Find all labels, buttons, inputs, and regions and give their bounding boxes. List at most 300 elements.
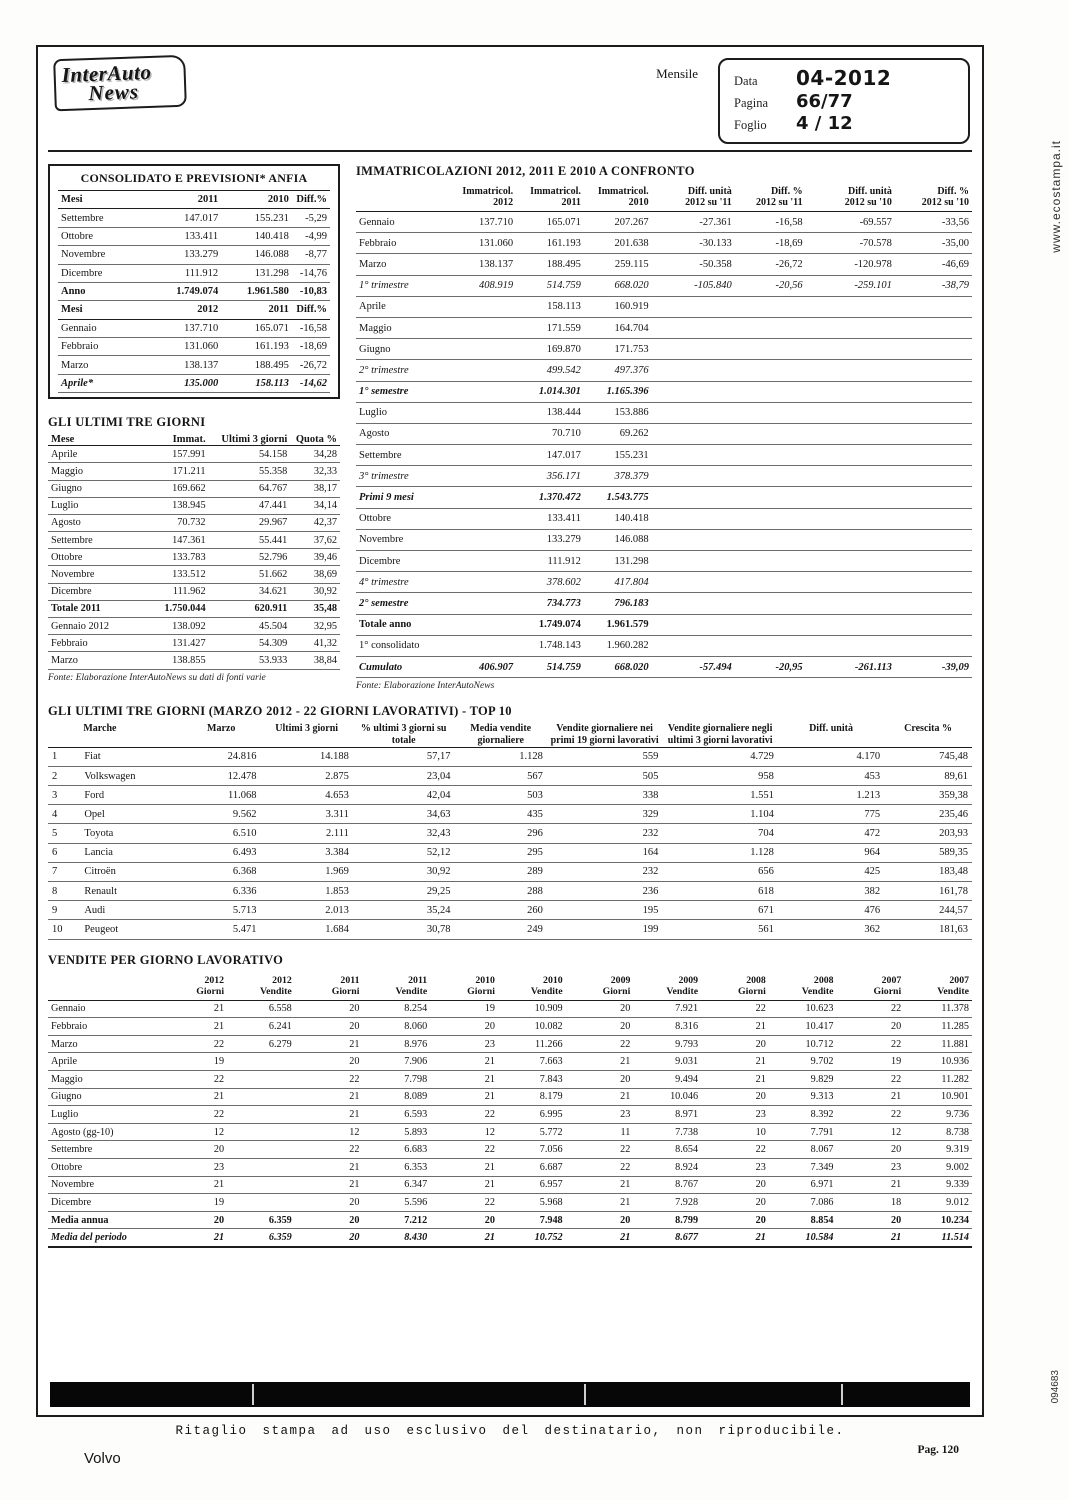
table-cell: 9.562 [182, 805, 261, 824]
table-cell: 24.816 [182, 747, 261, 766]
table-cell: 35,24 [353, 901, 455, 920]
table-cell: 7.843 [498, 1070, 566, 1088]
table-cell: -8,77 [292, 246, 330, 264]
column-header [48, 972, 159, 986]
table-cell: 9.002 [904, 1158, 972, 1176]
table-cell: Fiat [80, 747, 182, 766]
table-row [356, 635, 972, 656]
table-row [48, 1176, 972, 1194]
table-cell: 2.875 [260, 766, 352, 785]
table-cell [895, 317, 972, 338]
table-cell: 20 [295, 1194, 363, 1212]
table-cell [895, 423, 972, 444]
table-cell: 356.171 [516, 466, 584, 487]
table-row [48, 532, 340, 549]
table-cell [895, 445, 972, 466]
table-cell [227, 1194, 295, 1212]
table-cell [895, 551, 972, 572]
table-row [356, 275, 972, 296]
table-cell: 567 [455, 766, 547, 785]
column-header: Mese [48, 434, 139, 446]
table-cell: Agosto [356, 423, 448, 444]
table-cell [895, 593, 972, 614]
table-cell: 21 [566, 1229, 634, 1247]
table-cell [806, 381, 895, 402]
table-cell: 6.368 [182, 862, 261, 881]
table-cell: 425 [778, 862, 884, 881]
table-cell [806, 402, 895, 423]
table-cell: 4 [48, 805, 80, 824]
table-row [48, 1123, 972, 1141]
table-cell: Ottobre [58, 227, 148, 245]
table-cell: 20 [837, 1141, 905, 1159]
table-cell [652, 508, 735, 529]
table-cell: 8.089 [362, 1088, 430, 1106]
table-cell [448, 381, 516, 402]
table-cell [448, 572, 516, 593]
table-cell [895, 529, 972, 550]
table-cell: 21 [159, 1000, 227, 1018]
table-row [48, 1000, 972, 1018]
table-row [356, 296, 972, 317]
column-header: Giorni [701, 986, 769, 1001]
table-row [356, 317, 972, 338]
column-header: Vendite [904, 986, 972, 1001]
table-cell: 6.957 [498, 1176, 566, 1194]
table-cell: 8.799 [633, 1211, 701, 1229]
table-cell: 249 [455, 920, 547, 939]
table-row [48, 882, 972, 901]
table-cell [895, 466, 972, 487]
table-cell: Dicembre [48, 583, 139, 600]
table-cell [652, 466, 735, 487]
column-header: Vendite giornaliere nei primi 19 giorni lavorativi [547, 723, 663, 747]
table-row [48, 747, 972, 766]
table-cell [652, 317, 735, 338]
redaction-bar [50, 1382, 970, 1407]
column-header: Ultimi 3 giorni [209, 434, 291, 446]
table-cell: 20 [701, 1176, 769, 1194]
table-header-row [48, 434, 340, 446]
table-cell: 23 [701, 1158, 769, 1176]
table-row [356, 529, 972, 550]
table-cell: 1.213 [778, 786, 884, 805]
ultimi-tre-fonte: Fonte: Elaborazione InterAutoNews su dati di fonti varie [48, 672, 266, 683]
table-cell: 20 [566, 1000, 634, 1018]
table-cell: 52,12 [353, 843, 455, 862]
table-cell: 21 [295, 1088, 363, 1106]
table-cell: 32,43 [353, 824, 455, 843]
table-cell: 2.111 [260, 824, 352, 843]
table-cell: 30,92 [353, 862, 455, 881]
table-cell: 133.783 [139, 549, 209, 566]
table-row [356, 254, 972, 275]
table-cell: 133.411 [148, 227, 221, 245]
column-header: Immatricol. [530, 186, 581, 197]
table-cell: Anno [58, 282, 148, 300]
table-cell: Dicembre [58, 264, 148, 282]
table-cell: Diff.% [292, 191, 330, 209]
scan-artifact [841, 1384, 843, 1405]
table-header-row [48, 723, 972, 747]
table-cell: 54.158 [209, 446, 291, 463]
table-cell: 19 [159, 1053, 227, 1071]
column-header: 2007 [949, 974, 969, 986]
table-cell: 165.071 [516, 212, 584, 233]
table-cell: 7 [48, 862, 80, 881]
table-cell: 589,35 [884, 843, 972, 862]
meta-row-foglio [734, 113, 954, 134]
table-cell: -18,69 [292, 338, 330, 356]
meta-row-data [734, 66, 954, 90]
table-cell [895, 360, 972, 381]
table-cell: Settembre [48, 1141, 159, 1159]
table-cell: 20 [837, 1211, 905, 1229]
table-cell: -18,69 [735, 233, 806, 254]
table-cell: 22 [295, 1141, 363, 1159]
table-cell: 3.311 [260, 805, 352, 824]
table-cell: -38,79 [895, 275, 972, 296]
table-cell: 1° consolidato [356, 635, 448, 656]
table-cell: 21 [430, 1053, 498, 1071]
table-cell [227, 1141, 295, 1159]
table-cell: 499.542 [516, 360, 584, 381]
table-cell: 23,04 [353, 766, 455, 785]
table-row [356, 360, 972, 381]
table-cell: 133.279 [148, 246, 221, 264]
table-cell [227, 1123, 295, 1141]
table-cell: 131.060 [448, 233, 516, 254]
table-cell: 12.478 [182, 766, 261, 785]
table-cell [735, 572, 806, 593]
table-cell: 20 [295, 1211, 363, 1229]
table-cell: 21 [159, 1229, 227, 1247]
table-row [48, 1035, 972, 1053]
table-cell: 22 [159, 1035, 227, 1053]
table-row [48, 1229, 972, 1247]
table-cell: 329 [547, 805, 663, 824]
table-cell: 514.759 [516, 275, 584, 296]
table-cell: Toyota [80, 824, 182, 843]
table-cell: -259.101 [806, 275, 895, 296]
table-cell: 20 [701, 1211, 769, 1229]
table-cell: 6.971 [769, 1176, 837, 1194]
column-header: Giorni [566, 986, 634, 1001]
table-row [356, 508, 972, 529]
table-cell: 7.056 [498, 1141, 566, 1159]
meta-label-data: Data [734, 74, 758, 88]
client-name: Volvo [84, 1450, 121, 1467]
table-row [58, 338, 330, 356]
table-cell: 775 [778, 805, 884, 824]
table-cell: 378.602 [516, 572, 584, 593]
table-cell: 559 [547, 747, 663, 766]
meta-value-foglio: 4 / 12 [796, 113, 853, 134]
column-header: Immat. [139, 434, 209, 446]
table-cell: 288 [455, 882, 547, 901]
table-cell: Marzo [48, 652, 139, 669]
table-cell: 22 [837, 1106, 905, 1124]
top10-title: GLI ULTIMI TRE GIORNI (MARZO 2012 - 22 GIORNI LAVORATIVI) - TOP 10 [48, 704, 512, 719]
table-cell: 12 [295, 1123, 363, 1141]
column-header: 2012 [448, 197, 516, 212]
column-header: 2012 su '11 [652, 197, 735, 212]
table-cell: 244,57 [884, 901, 972, 920]
table-cell: Peugeot [80, 920, 182, 939]
table-cell [806, 529, 895, 550]
table-cell: 1° trimestre [356, 275, 448, 296]
table-cell: 338 [547, 786, 663, 805]
table-cell: 1.543.775 [584, 487, 652, 508]
table-cell: 201.638 [584, 233, 652, 254]
table-cell: 20 [566, 1070, 634, 1088]
table-cell: 6.279 [227, 1035, 295, 1053]
table-cell: 158.113 [516, 296, 584, 317]
table-cell: 8.067 [769, 1141, 837, 1159]
table-cell: -5,29 [292, 209, 330, 227]
meta-value-data: 04-2012 [796, 66, 892, 90]
table-cell [806, 508, 895, 529]
table-cell: 164.704 [584, 317, 652, 338]
table-cell: 29.967 [209, 514, 291, 531]
table-row [48, 1053, 972, 1071]
table-cell: 235,46 [884, 805, 972, 824]
table-cell: 20 [701, 1088, 769, 1106]
table-cell: 138.945 [139, 497, 209, 514]
table-cell: 22 [701, 1141, 769, 1159]
table-cell: 30,92 [290, 583, 340, 600]
table-cell: 503 [455, 786, 547, 805]
table-cell: 22 [430, 1106, 498, 1124]
table-row [48, 1088, 972, 1106]
table-cell [652, 360, 735, 381]
table-row [48, 583, 340, 600]
table-cell: Diff.% [292, 301, 330, 319]
column-header: Ultimi 3 giorni [260, 723, 352, 747]
table-cell: 20 [295, 1018, 363, 1036]
table-row [48, 480, 340, 497]
table-cell: 158.113 [221, 374, 292, 392]
table-row [48, 652, 340, 669]
table-row [58, 209, 330, 227]
table-cell: 1.749.074 [148, 282, 221, 300]
column-header: 2010 [584, 197, 652, 212]
table-cell: 138.444 [516, 402, 584, 423]
table-cell: Maggio [356, 317, 448, 338]
table-cell [806, 593, 895, 614]
table-cell: 171.211 [139, 463, 209, 480]
column-header: 2012 [204, 974, 225, 986]
table-cell: Cumulato [356, 656, 448, 677]
table-cell: Dicembre [356, 551, 448, 572]
table-cell: 6.353 [362, 1158, 430, 1176]
column-header: % ultimi 3 giorni su totale [353, 723, 455, 747]
table-cell: Febbraio [48, 635, 139, 652]
table-cell: Dicembre [48, 1194, 159, 1212]
table-cell [895, 508, 972, 529]
table-cell: 171.753 [584, 339, 652, 360]
table-row [356, 487, 972, 508]
table-cell: 1.750.044 [139, 600, 209, 617]
column-header: Crescita % [884, 723, 972, 747]
table-cell: 34,14 [290, 497, 340, 514]
column-header: Giorni [159, 986, 227, 1001]
column-header [356, 183, 448, 197]
table-cell: 6.687 [498, 1158, 566, 1176]
table-cell: 64.767 [209, 480, 291, 497]
table-row [356, 381, 972, 402]
table-cell: 260 [455, 901, 547, 920]
top-section [48, 152, 972, 691]
table-cell: Agosto [48, 514, 139, 531]
table-cell: 6.359 [227, 1229, 295, 1247]
table-header-row [48, 972, 972, 986]
table-cell: 10.936 [904, 1053, 972, 1071]
table-cell: 207.267 [584, 212, 652, 233]
table-cell: 656 [662, 862, 778, 881]
table-cell: 9 [48, 901, 80, 920]
column-header: 2008 [746, 974, 766, 986]
table-cell: -33,56 [895, 212, 972, 233]
column-header: 2009 [610, 974, 631, 986]
table-row [356, 233, 972, 254]
table-cell: 165.071 [221, 319, 292, 337]
table-cell: 4.729 [662, 747, 778, 766]
table-cell: Marzo [48, 1035, 159, 1053]
table-cell: 21 [430, 1229, 498, 1247]
meta-box [718, 58, 970, 144]
left-column [48, 164, 340, 691]
table-cell: Gennaio [356, 212, 448, 233]
top10-section [48, 704, 972, 939]
table-row [48, 635, 340, 652]
table-cell: 2 [48, 766, 80, 785]
table-row [48, 549, 340, 566]
table-cell: 21 [295, 1035, 363, 1053]
table-cell: Novembre [58, 246, 148, 264]
table-cell: 7.349 [769, 1158, 837, 1176]
table-cell: 20 [566, 1211, 634, 1229]
table-row [356, 593, 972, 614]
table-cell: 21 [295, 1176, 363, 1194]
table-cell: Ford [80, 786, 182, 805]
column-header: Diff. unità [687, 186, 732, 197]
table-cell: 8.060 [362, 1018, 430, 1036]
column-header: 2010 [475, 974, 495, 986]
table-cell: 796.183 [584, 593, 652, 614]
table-cell: 8.854 [769, 1211, 837, 1229]
table-cell: 54.309 [209, 635, 291, 652]
table-cell: 34,63 [353, 805, 455, 824]
immatricolazioni-title: IMMATRICOLAZIONI 2012, 2011 E 2010 A CONFRONTO [356, 164, 695, 178]
table-cell: 133.279 [516, 529, 584, 550]
table-cell: Settembre [356, 445, 448, 466]
logo-text-line2: News [87, 79, 140, 106]
table-cell: 10.584 [769, 1229, 837, 1247]
table-cell: 155.231 [584, 445, 652, 466]
table-header-row [48, 986, 972, 1001]
table-cell [448, 635, 516, 656]
table-cell: Aprile [48, 1053, 159, 1071]
column-header: 2007 [881, 974, 902, 986]
table-header-row [356, 197, 972, 212]
table-cell: 7.086 [769, 1194, 837, 1212]
table-row [356, 572, 972, 593]
table-cell: Gennaio [48, 1000, 159, 1018]
table-cell: 21 [837, 1229, 905, 1247]
table-cell: 295 [455, 843, 547, 862]
table-cell: Febbraio [48, 1018, 159, 1036]
table-cell: -10,83 [292, 282, 330, 300]
table-cell: 32,95 [290, 618, 340, 635]
table-cell: 9.319 [904, 1141, 972, 1159]
table-cell: 20 [566, 1018, 634, 1036]
table-cell: 1.128 [662, 843, 778, 862]
table-cell: 21 [566, 1194, 634, 1212]
table-cell [895, 402, 972, 423]
table-cell: 9.339 [904, 1176, 972, 1194]
table-cell [806, 466, 895, 487]
table-cell: 6.510 [182, 824, 261, 843]
table-cell [735, 614, 806, 635]
table-row [58, 191, 330, 209]
table-cell: Giugno [48, 1088, 159, 1106]
table-cell [806, 339, 895, 360]
table-cell: 131.427 [139, 635, 209, 652]
table-cell [652, 614, 735, 635]
table-cell [448, 529, 516, 550]
table-cell [806, 635, 895, 656]
table-cell: 382 [778, 882, 884, 901]
table-cell: 964 [778, 843, 884, 862]
table-cell: -27.361 [652, 212, 735, 233]
table-cell: 21 [295, 1158, 363, 1176]
table-cell: 2011 [148, 191, 221, 209]
column-header: Marche [80, 723, 182, 747]
table-cell: 2.013 [260, 901, 352, 920]
table-cell: Aprile [356, 296, 448, 317]
table-cell: 153.886 [584, 402, 652, 423]
table-cell: 561 [662, 920, 778, 939]
table-cell: 131.298 [221, 264, 292, 282]
table-cell: 8.677 [633, 1229, 701, 1247]
table-cell: 8.924 [633, 1158, 701, 1176]
table-cell: Luglio [48, 1106, 159, 1124]
table-cell: 378.379 [584, 466, 652, 487]
table-cell: 3 [48, 786, 80, 805]
column-header: Marzo [182, 723, 261, 747]
table-cell: -16,58 [292, 319, 330, 337]
table-cell: 4.170 [778, 747, 884, 766]
table-cell [652, 445, 735, 466]
periodicity-label: Mensile [656, 66, 698, 81]
table-cell: 1.748.143 [516, 635, 584, 656]
table-cell: 7.906 [362, 1053, 430, 1071]
table-cell [735, 466, 806, 487]
interautonews-logo [53, 55, 187, 112]
table-row [356, 423, 972, 444]
table-cell: 22 [837, 1070, 905, 1088]
table-cell: 671 [662, 901, 778, 920]
table-cell: 8.767 [633, 1176, 701, 1194]
column-header: 2012 su '10 [895, 197, 972, 212]
table-cell: 435 [455, 805, 547, 824]
table-cell: 9.031 [633, 1053, 701, 1071]
table-cell [448, 317, 516, 338]
table-cell [895, 487, 972, 508]
column-header: Immatricol. [462, 186, 514, 197]
table-cell: 8.971 [633, 1106, 701, 1124]
